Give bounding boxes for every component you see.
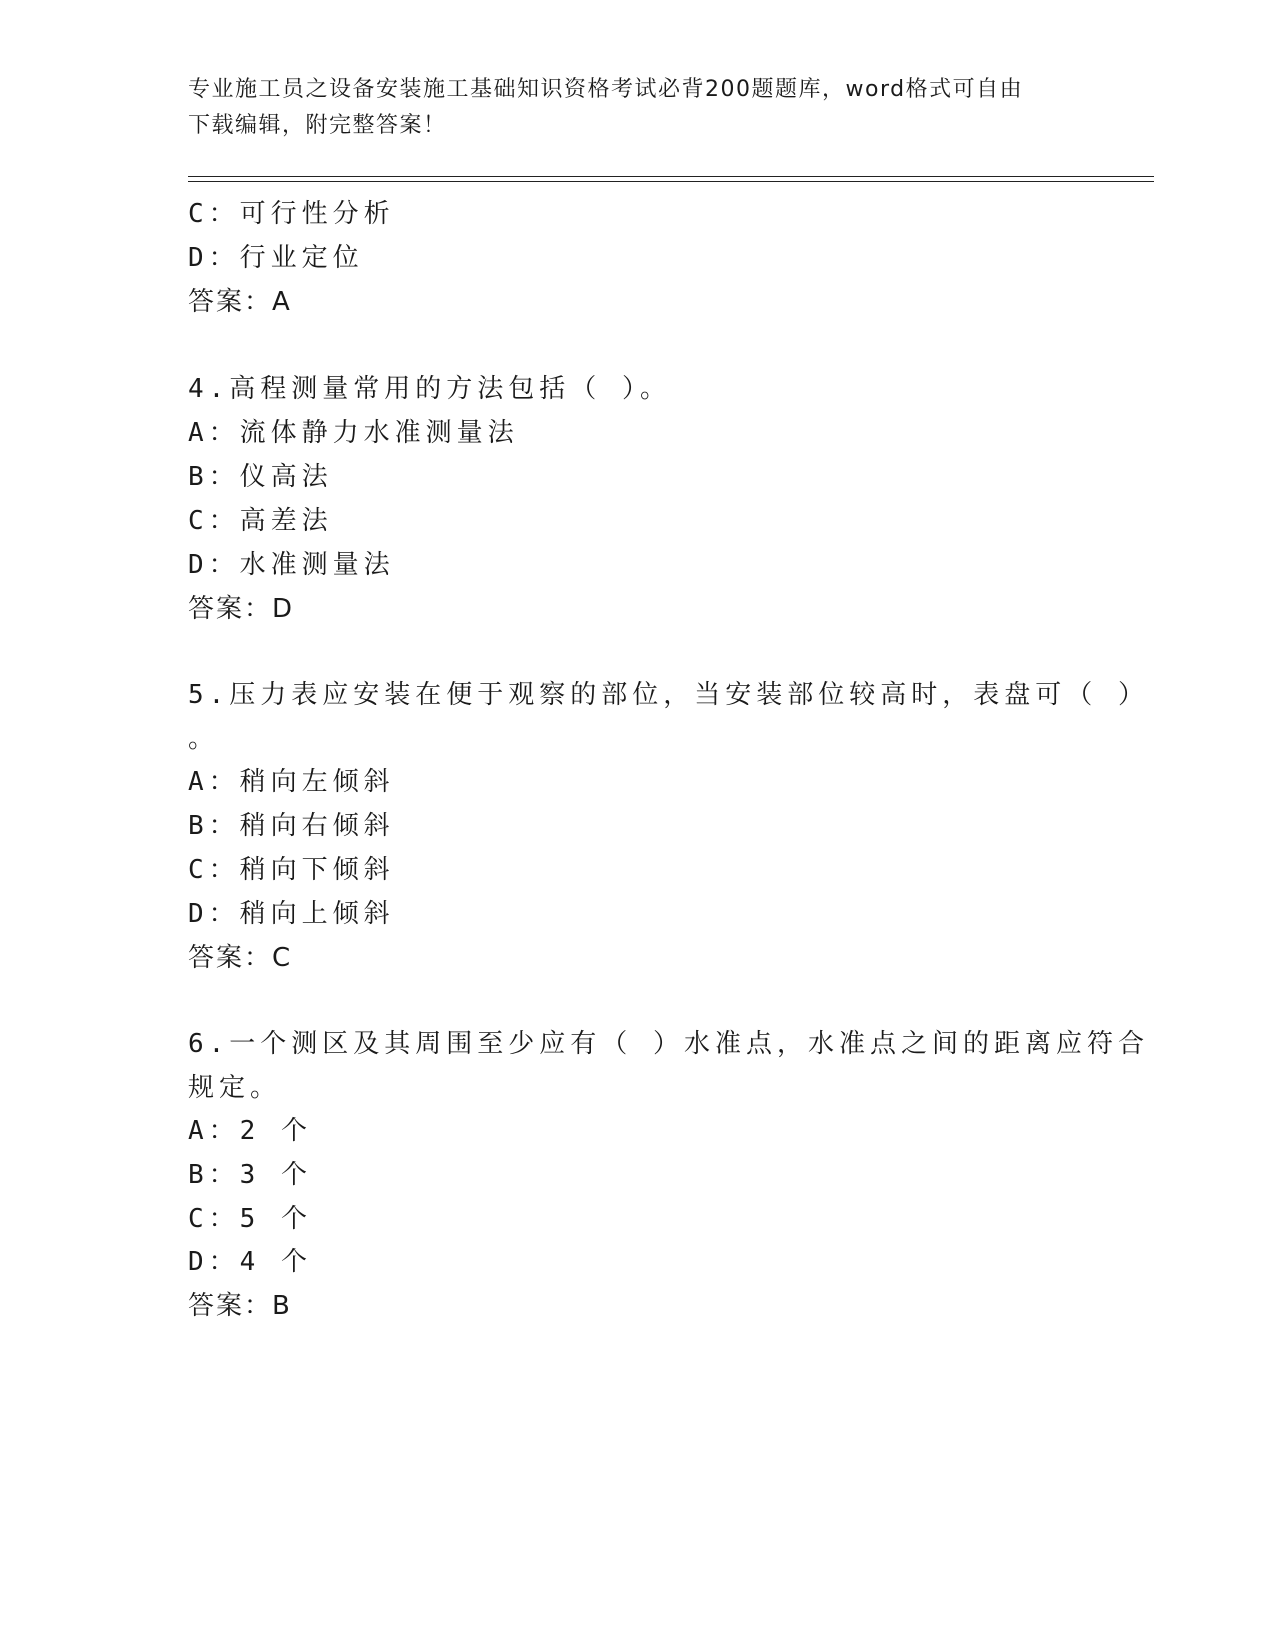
header-divider-top (188, 176, 1154, 177)
q5-option-d: D：稍向上倾斜 (188, 899, 395, 929)
q6-option-a: A：2 个 (188, 1116, 312, 1146)
q5-question-line-1: 5.压力表应安装在便于观察的部位，当安装部位较高时，表盘可（ ） (188, 680, 1149, 710)
q4-option-a: A：流体静力水准测量法 (188, 418, 519, 448)
q5-option-b: B：稍向右倾斜 (188, 811, 395, 841)
q5-question-line-2: 。 (188, 724, 220, 754)
header-line-1: 专业施工员之设备安装施工基础知识资格考试必背200题题库，word格式可自由 (188, 77, 1024, 102)
q6-option-d: D：4 个 (188, 1247, 312, 1277)
q4-option-c: C：高差法 (188, 506, 333, 536)
q5-option-c: C：稍向下倾斜 (188, 855, 395, 885)
q4-option-d: D：水准测量法 (188, 550, 395, 580)
header-divider-bottom (188, 181, 1154, 182)
header-line-2: 下载编辑，附完整答案！ (188, 113, 447, 138)
q3-option-c: C：可行性分析 (188, 199, 395, 229)
q4-answer: 答案：D (188, 594, 295, 624)
q5-option-a: A：稍向左倾斜 (188, 767, 395, 797)
q3-option-d: D：行业定位 (188, 243, 364, 273)
q4-question: 4.高程测量常用的方法包括（ ）。 (188, 374, 671, 404)
document-header (188, 72, 1068, 144)
q5-answer: 答案：C (188, 943, 293, 973)
q6-option-c: C：5 个 (188, 1204, 312, 1234)
q4-option-b: B：仪高法 (188, 462, 333, 492)
q3-answer: 答案：A (188, 287, 292, 317)
q6-answer: 答案：B (188, 1291, 292, 1321)
q6-option-b: B：3 个 (188, 1160, 312, 1190)
q6-question-line-2: 规定。 (188, 1073, 282, 1103)
q6-question-line-1: 6.一个测区及其周围至少应有（ ）水准点，水准点之间的距离应符合 (188, 1029, 1149, 1059)
